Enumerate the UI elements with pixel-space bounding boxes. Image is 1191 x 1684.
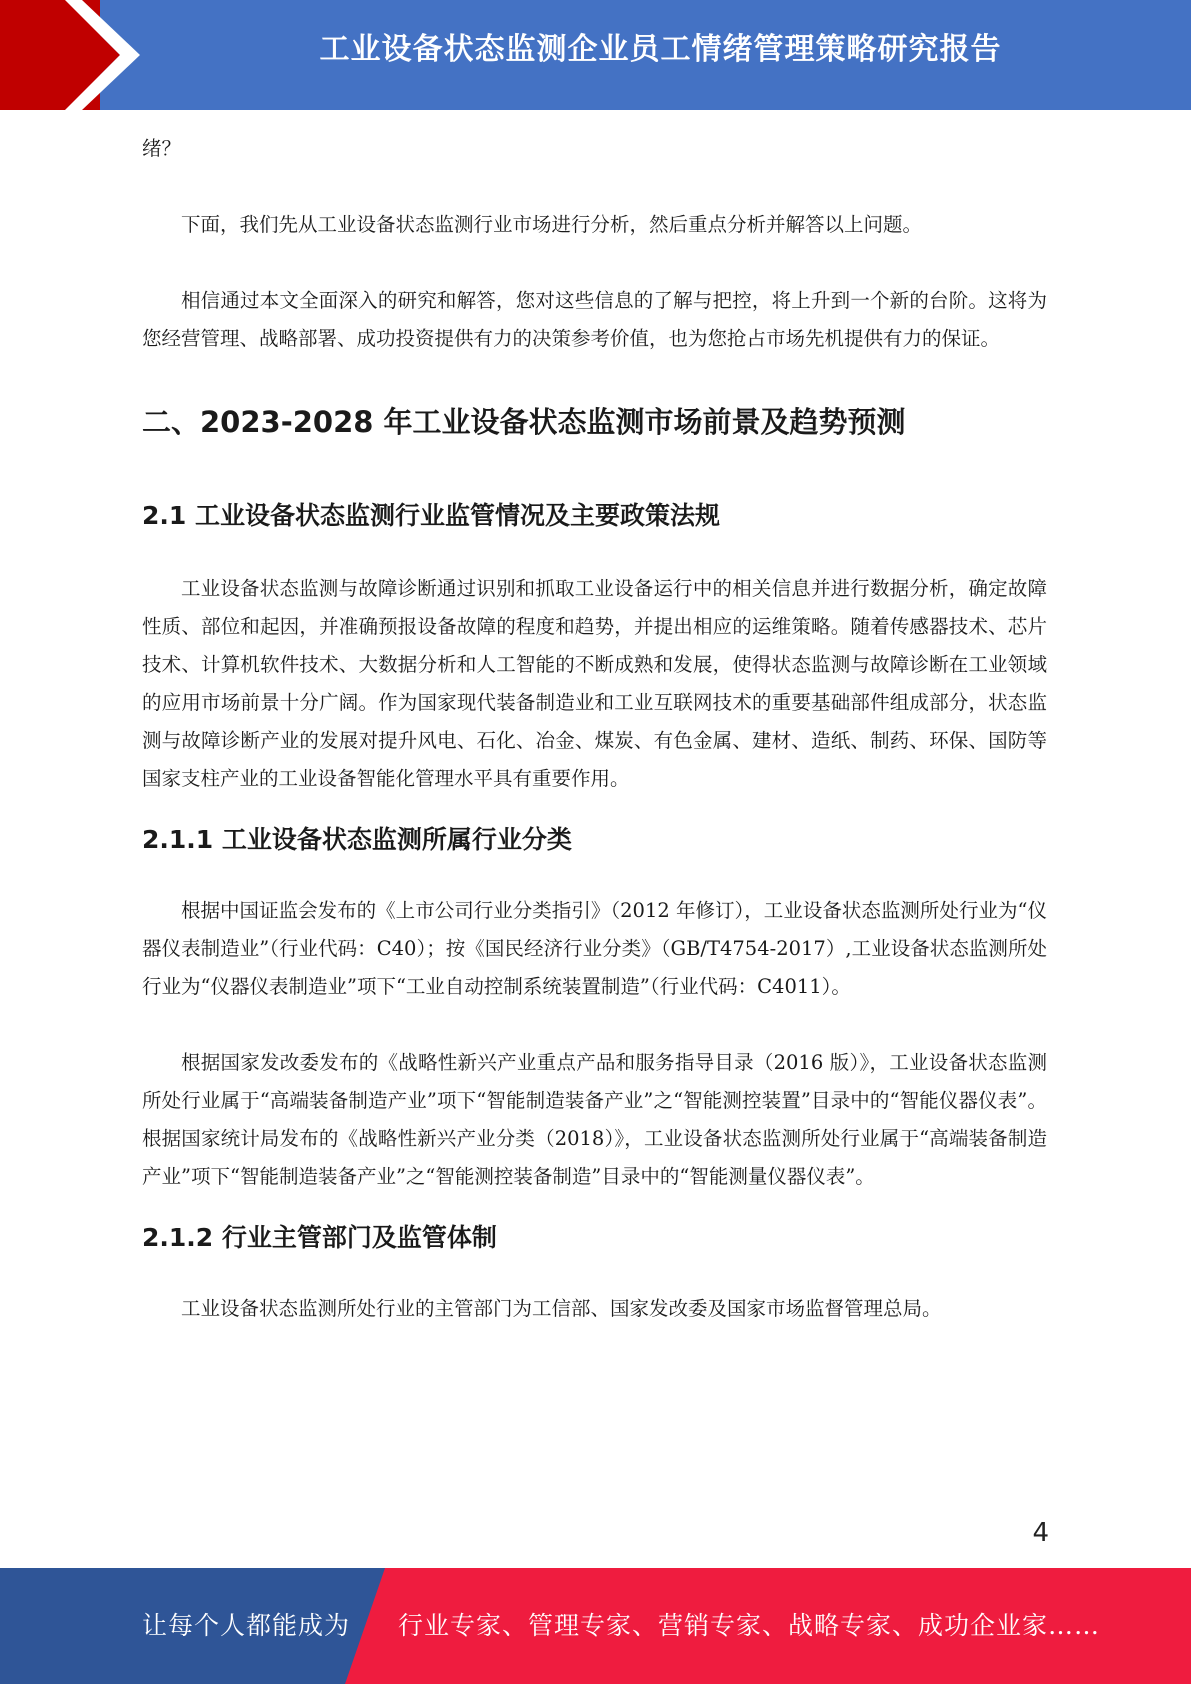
section-heading-2: 二、2023-2028 年工业设备状态监测市场前景及趋势预测	[142, 405, 906, 439]
paragraph-2-1: 工业设备状态监测与故障诊断通过识别和抓取工业设备运行中的相关信息并进行数据分析，确定故障性质、部位和起因，并准确预报设备故障的程度和趋势，并提出相应的运维策略。随着传感器技术、芯片技术、计算机软件技术、大数据分析和人工智能的不断成熟和发展，使得状态监测与故障诊断在工业领域的应用市场前景十分广阔。作为国家现代装备制造业和工业互联网技术的重要基础部件组成部分，状态监测与故障诊断产业的发展对提升风电、石化、冶金、煤炭、有色金属、建材、造纸、制药、环保、国防等国家支柱产业的工业设备智能化管理水平具有重要作用。	[142, 577, 1047, 790]
subsection-heading-2-1-1: 2.1.1 工业设备状态监测所属行业分类	[142, 825, 572, 854]
subsection-heading-2-1: 2.1 工业设备状态监测行业监管情况及主要政策法规	[142, 501, 720, 530]
paragraph-continuation: 绪？	[142, 137, 182, 160]
paragraph-2-1-2: 工业设备状态监测所处行业的主管部门为工信部、国家发改委及国家市场监督管理总局。	[181, 1297, 942, 1320]
paragraph-intro-2: 相信通过本文全面深入的研究和解答，您对这些信息的了解与把控，将上升到一个新的台阶。这将为您经营管理、战略部署、成功投资提供有力的决策参考价值，也为您抢占市场先机提供有力的保证。	[142, 289, 1047, 350]
page-number: 4	[1032, 1518, 1049, 1548]
footer-slogan-left: 让每个人都能成为	[142, 1611, 351, 1640]
header-title: 工业设备状态监测企业员工情绪管理策略研究报告	[319, 32, 1002, 67]
page-footer	[0, 1568, 1191, 1684]
header-chevron-icon	[0, 0, 160, 110]
paragraph-2-1-1-b: 根据国家发改委发布的《战略性新兴产业重点产品和服务指导目录（2016 版）》，工业设备状态监测所处行业属于“高端装备制造产业”项下“智能制造装备产业”之“智能测控装置”目录中的“智能仪器仪表”。根据国家统计局发布的《战略性新兴产业分类（2018）》，工业设备状态监测所处行业属于“高端装备制造产业”项下“智能制造装备产业”之“智能测控装备制造”目录中的“智能测量仪器仪表”。	[142, 1051, 1047, 1188]
paragraph-intro-1: 下面，我们先从工业设备状态监测行业市场进行分析，然后重点分析并解答以上问题。	[181, 213, 923, 236]
document-body	[142, 130, 1047, 1328]
footer-slogan-right: 行业专家、管理专家、营销专家、战略专家、成功企业家……	[398, 1611, 1101, 1640]
page-header	[0, 0, 1191, 110]
subsection-heading-2-1-2: 2.1.2 行业主管部门及监管体制	[142, 1223, 497, 1252]
paragraph-2-1-1-a: 根据中国证监会发布的《上市公司行业分类指引》（2012 年修订），工业设备状态监测所处行业为“仪器仪表制造业”（行业代码：C40）；按《国民经济行业分类》（GB/T4754-2017）,工业设备状态监测所处行业为“仪器仪表制造业”项下“工业自动控制系统装置制造”（行业代码：C4011）。	[142, 899, 1047, 998]
